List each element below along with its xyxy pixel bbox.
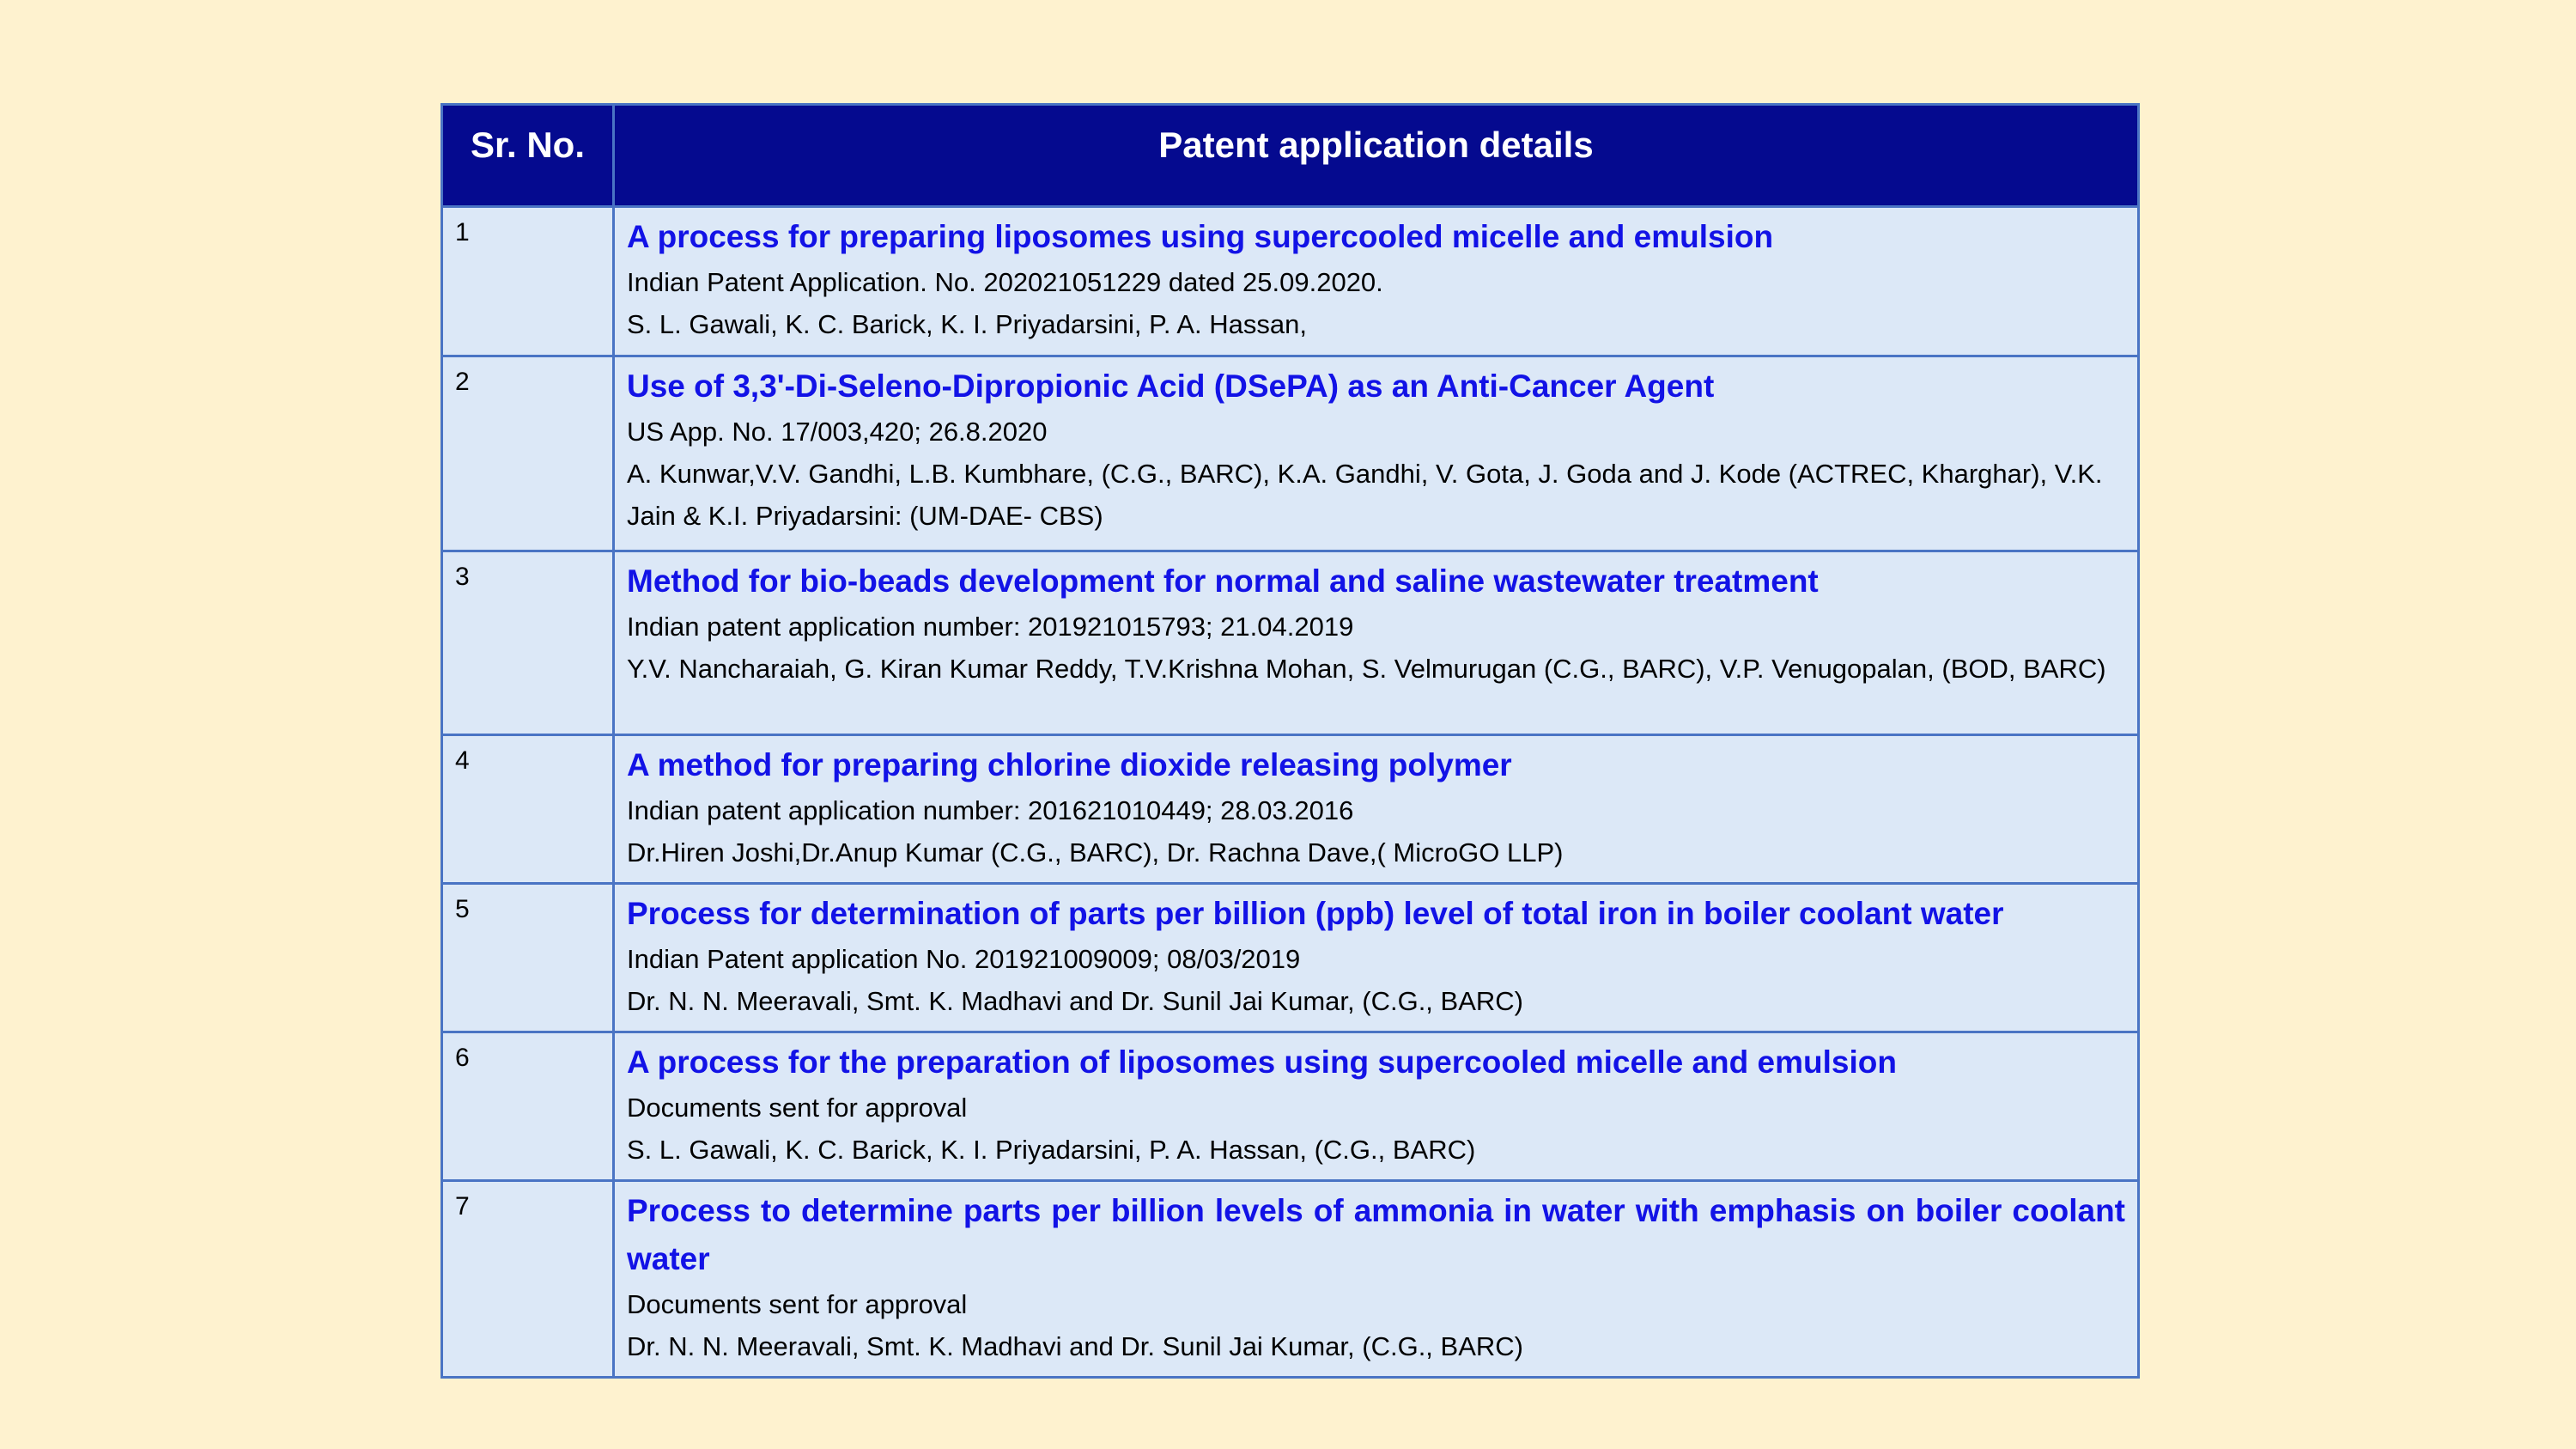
- patent-inventors: Dr. N. N. Meeravali, Smt. K. Madhavi and Dr. Sunil Jai Kumar, (C.G., BARC): [627, 1331, 1523, 1361]
- row-details: [614, 1032, 2139, 1181]
- row-srno: 3: [442, 551, 614, 735]
- patent-application-info: Documents sent for approval: [627, 1093, 968, 1123]
- row-details: [614, 1181, 2139, 1378]
- row-details: [614, 884, 2139, 1032]
- row-srno: 5: [442, 884, 614, 1032]
- patent-title: Method for bio-beads development for normal and saline wastewater treatment: [627, 563, 1819, 599]
- row-details: [614, 735, 2139, 884]
- patent-application-info: Indian Patent Application. No. 202021051229 dated 25.09.2020.: [627, 267, 1383, 297]
- row-details: [614, 356, 2139, 551]
- patent-inventors: A. Kunwar,V.V. Gandhi, L.B. Kumbhare, (C.G., BARC), K.A. Gandhi, V. Gota, J. Goda and J. Kode (ACTREC, Kharghar), V.K. Jain & K.I. Priyadarsini: (UM-DAE- CBS): [627, 459, 2103, 531]
- row-srno: 1: [442, 207, 614, 356]
- patent-table: [440, 103, 2140, 1379]
- patent-title: Use of 3,3'-Di-Seleno-Dipropionic Acid (DSePA) as an Anti-Cancer Agent: [627, 368, 1715, 404]
- header-details: Patent application details: [614, 105, 2139, 207]
- patent-application-info: Indian Patent application No. 201921009009; 08/03/2019: [627, 944, 1301, 974]
- patent-inventors: Dr. N. N. Meeravali, Smt. K. Madhavi and Dr. Sunil Jai Kumar, (C.G., BARC): [627, 986, 1523, 1016]
- table-row: [442, 884, 2139, 1032]
- patent-inventors: Dr.Hiren Joshi,Dr.Anup Kumar (C.G., BARC), Dr. Rachna Dave,( MicroGO LLP): [627, 837, 1564, 868]
- patent-title: A process for preparing liposomes using supercooled micelle and emulsion: [627, 219, 1774, 254]
- table-row: [442, 356, 2139, 551]
- row-srno: 6: [442, 1032, 614, 1181]
- patent-title: A method for preparing chlorine dioxide releasing polymer: [627, 747, 1512, 782]
- patent-title: A process for the preparation of liposomes using supercooled micelle and emulsion: [627, 1044, 1897, 1080]
- patent-title: Process to determine parts per billion levels of ammonia in water with emphasis on boiler coolant water: [627, 1193, 2125, 1276]
- row-srno: 7: [442, 1181, 614, 1378]
- patent-inventors: S. L. Gawali, K. C. Barick, K. I. Priyadarsini, P. A. Hassan, (C.G., BARC): [627, 1135, 1476, 1165]
- row-details: [614, 551, 2139, 735]
- table-row: [442, 1032, 2139, 1181]
- patent-application-info: Documents sent for approval: [627, 1289, 968, 1319]
- row-details: [614, 207, 2139, 356]
- row-srno: 4: [442, 735, 614, 884]
- table-row: [442, 207, 2139, 356]
- patent-application-info: US App. No. 17/003,420; 26.8.2020: [627, 417, 1048, 447]
- table-body: [442, 207, 2139, 1378]
- patent-inventors: S. L. Gawali, K. C. Barick, K. I. Priyadarsini, P. A. Hassan,: [627, 309, 1307, 339]
- header-srno: Sr. No.: [442, 105, 614, 207]
- table-header-row: [442, 105, 2139, 207]
- table-row: [442, 735, 2139, 884]
- patent-inventors: Y.V. Nancharaiah, G. Kiran Kumar Reddy, T.V.Krishna Mohan, S. Velmurugan (C.G., BARC), V.P. Venugopalan, (BOD, BARC): [627, 654, 2106, 684]
- patent-application-info: Indian patent application number: 201621010449; 28.03.2016: [627, 795, 1354, 825]
- row-srno: 2: [442, 356, 614, 551]
- patent-title: Process for determination of parts per billion (ppb) level of total iron in boiler coolant water: [627, 896, 2004, 931]
- patent-application-info: Indian patent application number: 201921015793; 21.04.2019: [627, 612, 1354, 642]
- table-row: [442, 551, 2139, 735]
- table-row: [442, 1181, 2139, 1378]
